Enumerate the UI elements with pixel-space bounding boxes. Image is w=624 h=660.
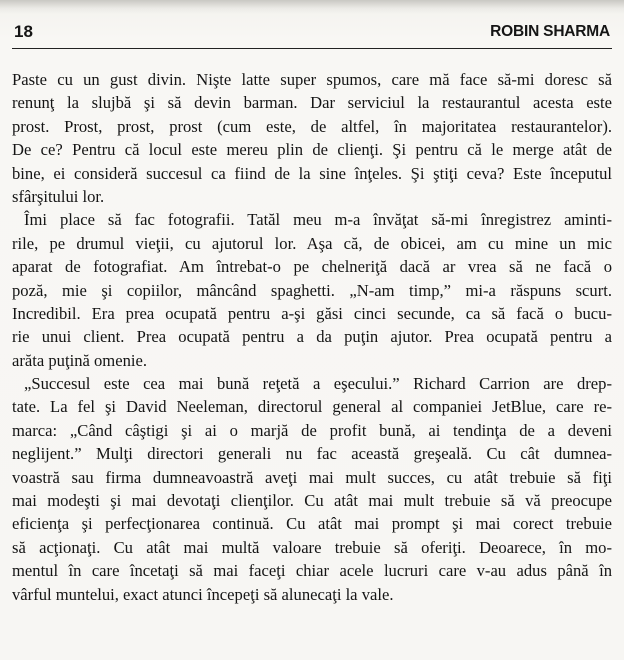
page-number: 18 <box>14 22 33 41</box>
scan-edge-shadow <box>0 0 624 14</box>
text-line: marca: „Când câştigi şi ai o marjă de profit bună, ai tendinţa de a deveni <box>12 420 612 440</box>
text-line: aparat de fotografiat. Am întrebat-o pe chelneriţă dacă ar vrea să ne facă o <box>12 257 612 277</box>
text-line: „Succesul este cea mai bună reţetă a eşecului.” Richard Carrion are drep- <box>24 374 612 394</box>
paragraph-1 <box>12 68 612 208</box>
body-text <box>12 68 612 606</box>
text-line: tate. La fel şi David Neeleman, directorul general al companiei JetBlue, care re- <box>12 397 612 417</box>
header-rule <box>12 48 612 49</box>
text-line: sfârşitului lor. <box>12 186 105 206</box>
text-line: Îmi place să fac fotografii. Tatăl meu m-a învăţat să-mi înregistrez aminti- <box>24 210 612 230</box>
text-line: neglijent.” Mulţi directori generali nu fac această greşeală. Cu cât dumnea- <box>12 444 612 464</box>
text-line: vârful muntelui, exact atunci începeţi să alunecaţi la vale. <box>12 584 394 604</box>
text-line: poză, mie şi copiilor, mâncând spaghetti. „N-am timp,” mi-a răspuns scurt. <box>12 280 612 300</box>
text-line: eficienţa şi perfecţionarea continuă. Cu atât mai prompt şi mai corect trebuie <box>12 514 612 534</box>
text-line: mentul în care încetaţi să mai faceţi chiar acele lucruri care v-au adus până în <box>12 561 612 581</box>
text-line: rile, pe drumul vieţii, cu ajutorul lor. Aşa că, de obicei, am cu mine un mic <box>12 233 612 253</box>
text-line: voastră sau firma dumneavoastră aveţi mai mult succes, cu atât trebuie să fiţi <box>12 467 612 487</box>
paragraph-3 <box>12 372 612 606</box>
paragraph-2 <box>12 208 612 372</box>
text-line: prost. Prost, prost, prost (cum este, de altfel, în majoritatea restaurantelor). <box>12 116 612 136</box>
text-line: Incredibil. Era prea ocupată pentru a-şi găsi cinci secunde, ca să facă o bucu- <box>12 303 612 323</box>
text-line: să acţionaţi. Cu atât mai multă valoare trebuie să oferiţi. Deoarece, în mo- <box>12 537 612 557</box>
text-line: arăta puţină omenie. <box>12 350 147 370</box>
text-line: rie unui client. Prea ocupată pentru a da puţin ajutor. Prea ocupată pentru a <box>12 327 612 347</box>
text-line: De ce? Pentru că locul este mereu plin de clienţi. Şi pentru că le merge atât de <box>12 140 612 160</box>
text-line: Paste cu un gust divin. Nişte latte super spumos, care mă face să-mi doresc să <box>12 70 612 89</box>
text-line: mai modeşti şi mai devotaţi clienţilor. Cu atât mai mult trebuie să vă preocupe <box>12 491 612 511</box>
text-line: renunţ la slujbă şi să devin barman. Dar serviciul la restaurantul acesta este <box>12 93 612 113</box>
text-line: bine, ei consideră succesul ca fiind de la sine înţeles. Şi ştiţi ceva? Este începutul <box>12 163 612 183</box>
page-header <box>12 20 612 50</box>
running-head-author: ROBIN SHARMA <box>490 23 610 40</box>
